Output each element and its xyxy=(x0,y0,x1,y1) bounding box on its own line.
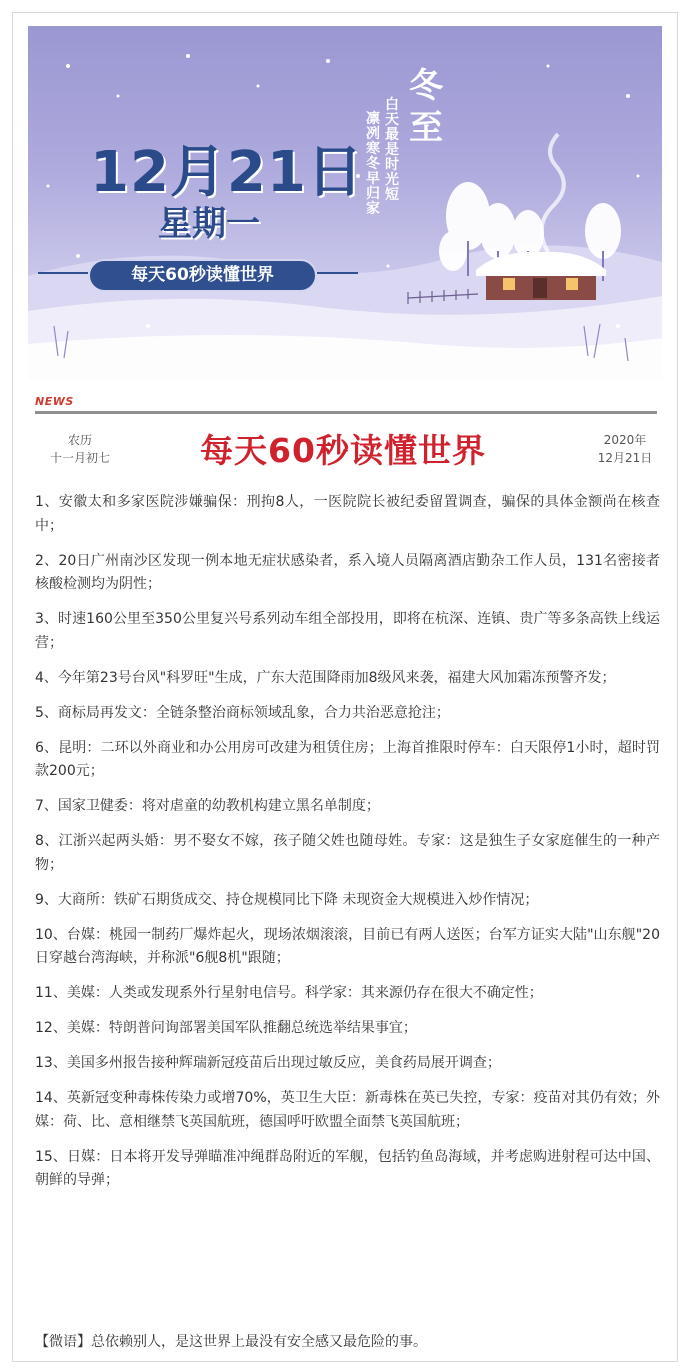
year-label: 2020年 xyxy=(603,433,647,447)
article-card xyxy=(12,12,678,1362)
news-item: 14、英新冠变种毒株传染力或增70%，英卫生大臣：新毒株在英已失控，专家：疫苗对其仍有效；外媒：荷、比、意相继禁飞英国航班，德国呼吁欧盟全面禁飞英国航班； xyxy=(35,1090,660,1130)
page-title: 每天60秒读懂世界 xyxy=(200,431,486,470)
lunar-date xyxy=(40,431,120,467)
solar-term-char-2: 至 xyxy=(409,108,443,148)
poem-line-1: 白天最是时光短 xyxy=(385,97,399,203)
news-list xyxy=(35,491,660,1204)
news-item: 13、美国多州报告接种辉瑞新冠疫苗后出现过敏反应，美食药局展开调查； xyxy=(35,1055,501,1071)
poem-line-2: 凛冽寒冬早归家 xyxy=(366,111,380,217)
lunar-label: 农历 xyxy=(67,433,92,447)
news-item: 11、美媒：人类或发现系外行星射电信号。科学家：其来源仍存在很大不确定性； xyxy=(35,985,543,1001)
news-item: 2、20日广州南沙区发现一例本地无症状感染者，系入境人员隔离酒店勤杂工作人员，131名密接者核酸检测均为阴性； xyxy=(35,552,660,592)
news-item: 12、美媒：特朗普问询部署美国军队推翻总统选举结果事宜； xyxy=(35,1020,417,1036)
news-item: 15、日媒：日本将开发导弹瞄准冲绳群岛附近的军舰，包括钓鱼岛海域，并考虑购进射程可达中国、朝鲜的导弹； xyxy=(35,1148,660,1188)
news-item: 4、今年第23号台风"科罗旺"生成，广东大范围降雨加8级风来袭，福建大风加霜冻预警齐发； xyxy=(35,669,616,686)
news-item: 9、大商所：铁矿石期货成交、持仓规模同比下降 未现资金大规模进入炒作情况； xyxy=(35,891,539,908)
news-item: 7、国家卫健委：将对虐童的幼教机构建立黑名单制度； xyxy=(35,798,380,814)
banner-slogan-pill: 每天60秒读懂世界 xyxy=(88,259,317,292)
news-divider xyxy=(35,411,657,414)
news-item: 10、台媒：桃园一制药厂爆炸起火，现场浓烟滚滚，目前已有两人送医；台军方证实大陆"山东舰"20日穿越台湾海峡，并称派"6舰8机"跟随； xyxy=(35,926,660,966)
news-item: 6、昆明：二环以外商业和办公用房可改建为租赁住房；上海首推限时停车：白天限停1小时，超时罚款200元； xyxy=(35,739,660,779)
day-label: 12月21日 xyxy=(597,451,653,465)
gregorian-date xyxy=(585,431,665,467)
lunar-value: 十一月初七 xyxy=(49,451,110,465)
banner-date: 12月21日 xyxy=(90,140,364,205)
news-item: 3、时速160公里至350公里复兴号系列动车组全部投用，即将在杭深、连镇、贵广等多条高铁上线运营； xyxy=(35,611,660,651)
daily-quote: 【微语】总依赖别人，是这世界上最没有安全感又最危险的事。 xyxy=(35,1334,427,1350)
winter-solstice-banner xyxy=(28,26,662,380)
news-tag: NEWS xyxy=(35,395,74,408)
banner-weekday: 星期一 xyxy=(158,204,260,244)
news-item: 8、江浙兴起两头婚：男不娶女不嫁，孩子随父姓也随母姓。专家：这是独生子女家庭催生的一种产物； xyxy=(35,833,660,873)
solar-term-char-1: 冬 xyxy=(409,66,443,106)
news-item: 5、商标局再发文：全链条整治商标领域乱象，合力共治恶意抢注； xyxy=(35,704,450,721)
news-item: 1、安徽太和多家医院涉嫌骗保：刑拘8人，一医院院长被纪委留置调查，骗保的具体金额尚在核查中； xyxy=(35,494,660,534)
